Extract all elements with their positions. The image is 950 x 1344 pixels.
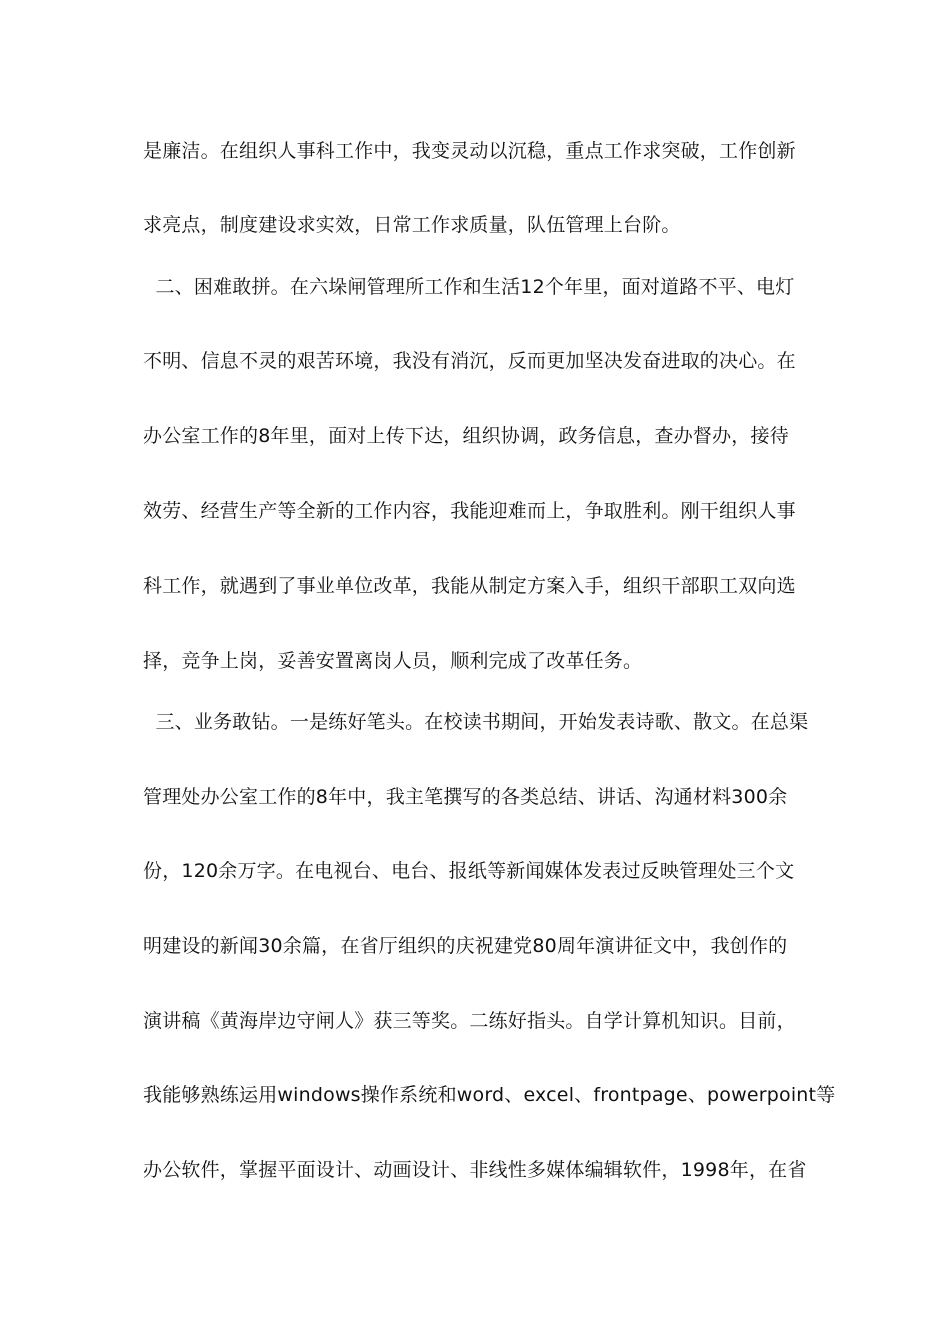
paragraph-line: 管理处办公室工作的8年中，我主笔撰写的各类总结、讲话、沟通材料300余 [143, 786, 788, 808]
paragraph-line: 明建设的新闻30余篇，在省厅组织的庆祝建党80周年演讲征文中，我创作的 [143, 935, 788, 957]
paragraph-line: 效劳、经营生产等全新的工作内容，我能迎难而上，争取胜利。刚干组织人事 [143, 500, 796, 522]
paragraph-line: 三、业务敢钻。一是练好笔头。在校读书期间，开始发表诗歌、散文。在总渠 [143, 711, 809, 733]
paragraph-line: 演讲稿《黄海岸边守闸人》获三等奖。二练好指头。自学计算机知识。目前， [143, 1010, 796, 1032]
paragraph-line: 我能够熟练运用windows操作系统和word、excel、frontpage、powerpoint等 [143, 1084, 836, 1106]
paragraph-line: 办公软件，掌握平面设计、动画设计、非线性多媒体编辑软件，1998年，在省 [143, 1159, 807, 1181]
paragraph-line: 求亮点，制度建设求实效，日常工作求质量，队伍管理上台阶。 [143, 214, 681, 236]
paragraph-line: 不明、信息不灵的艰苦环境，我没有消沉，反而更加坚决发奋进取的决心。在 [143, 350, 796, 372]
paragraph-line: 份，120余万字。在电视台、电台、报纸等新闻媒体发表过反映管理处三个文 [143, 860, 795, 882]
paragraph-line: 科工作，就遇到了事业单位改革，我能从制定方案入手，组织干部职工双向选 [143, 575, 796, 597]
paragraph-line: 办公室工作的8年里，面对上传下达，组织协调，政务信息，查办督办，接待 [143, 425, 789, 447]
paragraph-line: 二、困难敢拼。在六垛闸管理所工作和生活12个年里，面对道路不平、电灯 [143, 276, 795, 298]
paragraph-line: 择，竞争上岗，妥善安置离岗人员，顺利完成了改革任务。 [143, 650, 643, 672]
paragraph-line: 是廉洁。在组织人事科工作中，我变灵动以沉稳，重点工作求突破，工作创新 [143, 140, 796, 162]
